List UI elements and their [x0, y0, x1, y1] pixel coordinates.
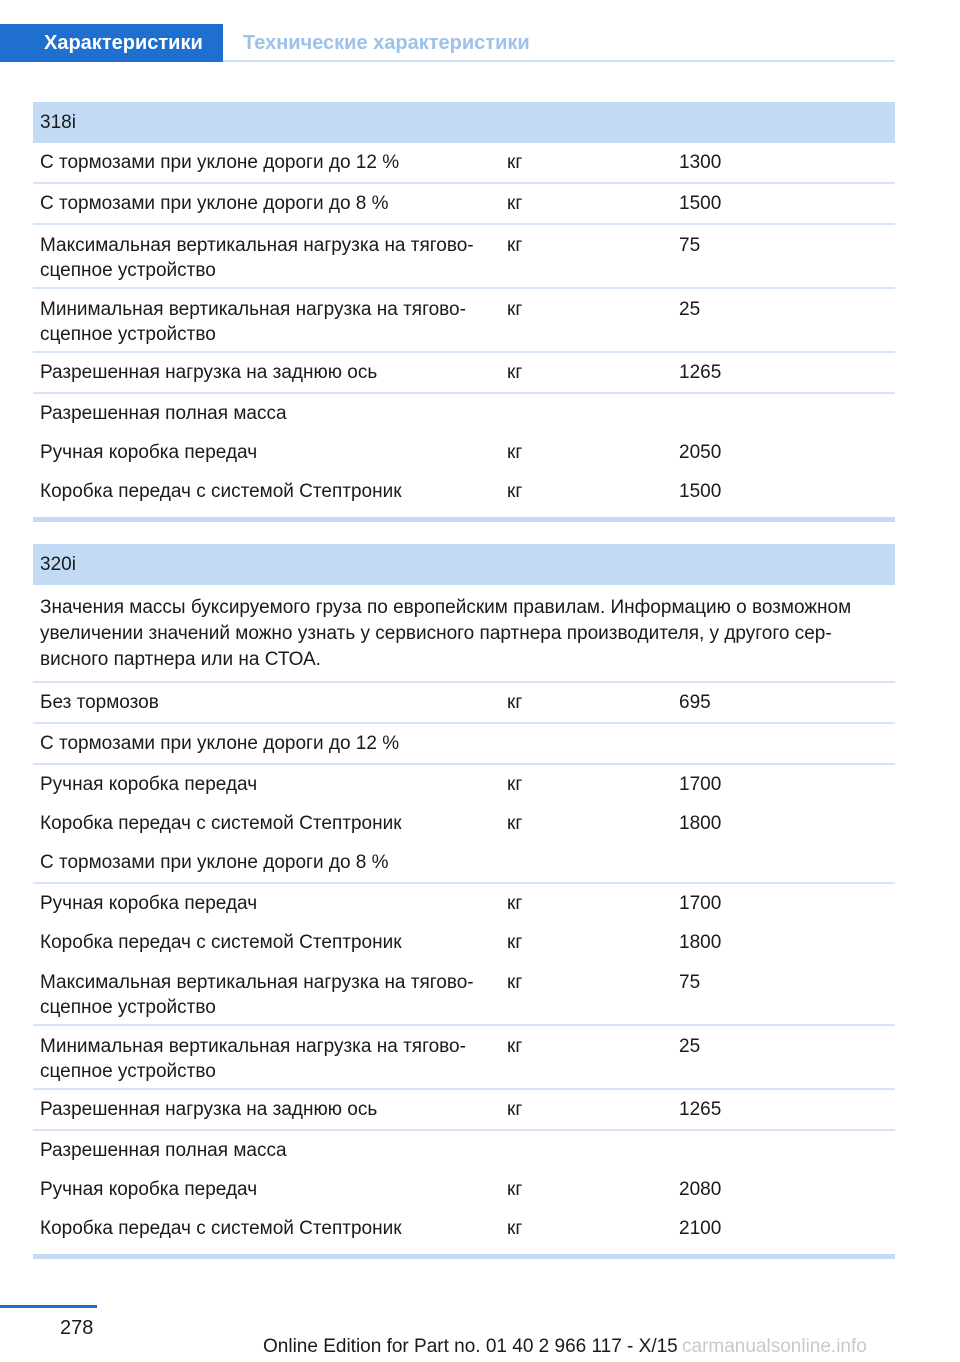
row-label: Ручная коробка передач — [40, 774, 258, 795]
table-body — [33, 143, 895, 511]
row-unit: кг — [507, 813, 523, 834]
row-unit: кг — [507, 362, 523, 383]
row-label: Максимальная вертикальная нагрузка на тягово-сцепное устройство — [40, 972, 474, 1018]
row-value: 1500 — [679, 193, 722, 214]
row-value: 25 — [679, 1036, 701, 1057]
row-unit: кг — [507, 1218, 523, 1239]
row-unit: кг — [507, 774, 523, 795]
row-unit: кг — [507, 152, 523, 173]
row-unit: кг — [507, 972, 523, 993]
section-tab-characteristics[interactable]: Характеристики — [0, 24, 223, 62]
row-unit: кг — [507, 193, 523, 214]
table-row — [33, 765, 895, 804]
row-unit: кг — [507, 299, 523, 320]
edition-text: Online Edition for Part no. 01 40 2 966 117 - X/15 — [263, 1336, 678, 1357]
row-label: Максимальная вертикальная нагрузка на тягово-сцепное устройство — [40, 235, 474, 281]
row-value: 2080 — [679, 1179, 722, 1200]
row-value: 1265 — [679, 1099, 722, 1120]
table-end-bar — [33, 517, 895, 522]
row-label: Коробка передач с системой Стептроник — [40, 813, 402, 834]
row-unit: кг — [507, 1099, 523, 1120]
row-label: Коробка передач с системой Стептроник — [40, 481, 402, 502]
row-value: 1800 — [679, 932, 722, 953]
table-row — [33, 843, 895, 884]
footer-accent-line — [0, 1305, 97, 1308]
table-end-bar — [33, 1254, 895, 1259]
row-label: Ручная коробка передач — [40, 893, 258, 914]
row-value: 1800 — [679, 813, 722, 834]
table-row — [33, 289, 895, 353]
table-row — [33, 225, 895, 289]
watermark: carmanualsonline.info — [682, 1336, 867, 1357]
page-header — [0, 24, 895, 62]
table-row — [33, 804, 895, 843]
table-note: Значения массы буксируемого груза по европейским правилам. Информацию о возможном увеличении значений можно узнать у сервисного партнера производителя, у другого сервисного партнера или на СТОА. — [33, 585, 895, 683]
row-value: 1700 — [679, 774, 722, 795]
row-value: 1500 — [679, 481, 722, 502]
row-label: Ручная коробка передач — [40, 442, 258, 463]
row-label: Минимальная вертикальная нагрузка на тягово-сцепное устройство — [40, 299, 466, 345]
table-row — [33, 472, 895, 511]
table-row — [33, 724, 895, 765]
row-unit: кг — [507, 692, 523, 713]
header-rule — [223, 60, 895, 62]
row-label: Разрешенная нагрузка на заднюю ось — [40, 362, 378, 383]
table-row — [33, 1131, 895, 1170]
row-label: Коробка передач с системой Стептроник — [40, 1218, 402, 1239]
row-unit: кг — [507, 1179, 523, 1200]
table-row — [33, 1090, 895, 1131]
table-body — [33, 683, 895, 1248]
row-label: Разрешенная нагрузка на заднюю ось — [40, 1099, 378, 1120]
row-label: С тормозами при уклоне дороги до 12 % — [40, 733, 400, 754]
row-value: 1700 — [679, 893, 722, 914]
table-row — [33, 1026, 895, 1090]
row-unit: кг — [507, 932, 523, 953]
page-number: 278 — [60, 1317, 94, 1339]
row-label: Разрешенная полная масса — [40, 1140, 287, 1161]
row-value: 75 — [679, 235, 701, 256]
row-unit: кг — [507, 1036, 523, 1057]
row-label: Минимальная вертикальная нагрузка на тягово-сцепное устройство — [40, 1036, 466, 1082]
table-row — [33, 353, 895, 394]
table-row — [33, 962, 895, 1026]
row-value: 1265 — [679, 362, 722, 383]
row-value: 25 — [679, 299, 701, 320]
row-unit: кг — [507, 235, 523, 256]
row-label: С тормозами при уклоне дороги до 8 % — [40, 193, 389, 214]
table-title: 320i — [33, 544, 895, 585]
table-row — [33, 923, 895, 962]
row-label: Разрешенная полная масса — [40, 403, 287, 424]
row-label: С тормозами при уклоне дороги до 8 % — [40, 852, 389, 873]
row-value: 1300 — [679, 152, 722, 173]
section-tab-technical-data[interactable]: Технические характеристики — [243, 32, 530, 54]
row-label: Коробка передач с системой Стептроник — [40, 932, 402, 953]
table-row — [33, 884, 895, 923]
table-title: 318i — [33, 102, 895, 143]
spec-table-318i — [33, 102, 895, 522]
table-row — [33, 433, 895, 472]
row-unit: кг — [507, 481, 523, 502]
row-label: Ручная коробка передач — [40, 1179, 258, 1200]
row-unit: кг — [507, 893, 523, 914]
table-row — [33, 143, 895, 184]
row-value: 2050 — [679, 442, 722, 463]
row-value: 75 — [679, 972, 701, 993]
spec-table-320i — [33, 544, 895, 1259]
row-label: Без тормозов — [40, 692, 159, 713]
table-row — [33, 1170, 895, 1209]
row-value: 2100 — [679, 1218, 722, 1239]
table-row — [33, 683, 895, 724]
table-row — [33, 394, 895, 433]
row-label: С тормозами при уклоне дороги до 12 % — [40, 152, 400, 173]
table-row — [33, 1209, 895, 1248]
table-row — [33, 184, 895, 225]
row-value: 695 — [679, 692, 711, 713]
row-unit: кг — [507, 442, 523, 463]
